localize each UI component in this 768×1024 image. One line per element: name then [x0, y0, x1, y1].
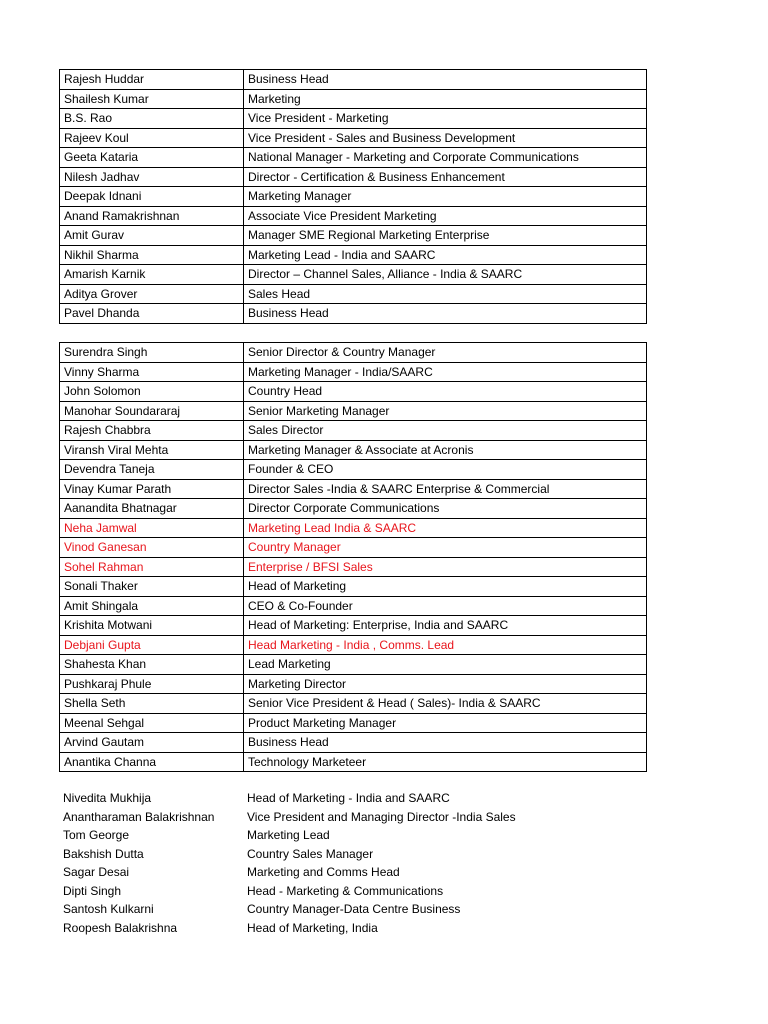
- contact-name-cell[interactable]: Surendra Singh: [60, 343, 244, 363]
- contact-title-cell[interactable]: Marketing Manager: [244, 187, 647, 207]
- contact-name-cell[interactable]: Nikhil Sharma: [60, 245, 244, 265]
- contact-title-cell[interactable]: National Manager - Marketing and Corporate Communications: [244, 148, 647, 168]
- contact-title-cell[interactable]: Director Corporate Communications: [244, 499, 647, 519]
- table-row: [60, 616, 647, 636]
- contacts-table-2: [59, 342, 647, 772]
- table-row: [60, 284, 647, 304]
- contact-title-cell[interactable]: Head of Marketing: [244, 577, 647, 597]
- contact-title-cell[interactable]: Country Sales Manager: [247, 846, 374, 861]
- contact-name-cell[interactable]: Roopesh Balakrishna: [63, 920, 178, 935]
- table-row: [60, 382, 647, 402]
- table-row: [60, 655, 647, 675]
- contact-name-cell[interactable]: Nivedita Mukhija: [63, 791, 152, 806]
- table-row: [60, 265, 647, 285]
- contact-name-cell[interactable]: Anantharaman Balakrishnan: [63, 809, 215, 824]
- contact-title-cell[interactable]: Business Head: [244, 304, 647, 324]
- contact-title-cell[interactable]: Technology Marketeer: [244, 752, 647, 772]
- contact-title-cell[interactable]: Country Manager-Data Centre Business: [247, 902, 461, 917]
- contact-name-cell[interactable]: Pushkaraj Phule: [60, 674, 244, 694]
- contact-name-cell[interactable]: Shailesh Kumar: [60, 89, 244, 109]
- contact-name-cell[interactable]: Tom George: [63, 828, 130, 843]
- contact-title-cell[interactable]: Founder & CEO: [244, 460, 647, 480]
- table-row: [60, 674, 647, 694]
- contact-name-cell[interactable]: Aanandita Bhatnagar: [60, 499, 244, 519]
- table-row: [59, 808, 646, 827]
- table-row: [59, 863, 646, 882]
- contact-name-cell[interactable]: Viransh Viral Mehta: [60, 440, 244, 460]
- contact-title-cell[interactable]: Head of Marketing, India: [247, 920, 378, 935]
- table-row: [59, 919, 646, 938]
- contact-name-cell[interactable]: Amit Gurav: [60, 226, 244, 246]
- table-row: [60, 148, 647, 168]
- contact-title-cell[interactable]: Vice President - Sales and Business Development: [244, 128, 647, 148]
- table-row: [59, 789, 646, 808]
- table-row: [60, 206, 647, 226]
- table-row: [60, 557, 647, 577]
- contact-name-cell[interactable]: Vinay Kumar Parath: [60, 479, 244, 499]
- contact-title-cell[interactable]: Head - Marketing & Communications: [247, 883, 444, 898]
- contact-title-cell[interactable]: Business Head: [244, 70, 647, 90]
- contact-name-cell[interactable]: Shella Seth: [60, 694, 244, 714]
- table-row: [60, 70, 647, 90]
- contact-title-cell[interactable]: Senior Marketing Manager: [244, 401, 647, 421]
- contact-name-cell[interactable]: Arvind Gautam: [60, 733, 244, 753]
- table-row: [59, 882, 646, 901]
- contact-title-cell[interactable]: Vice President - Marketing: [244, 109, 647, 129]
- table-row: [60, 362, 647, 382]
- contacts-table-3: [59, 789, 646, 937]
- table-row: [60, 577, 647, 597]
- table-row: [60, 499, 647, 519]
- table-row: [60, 694, 647, 714]
- contact-title-cell[interactable]: Country Manager: [244, 538, 647, 558]
- contact-name-cell[interactable]: Aditya Grover: [60, 284, 244, 304]
- contact-title-cell[interactable]: Sales Head: [244, 284, 647, 304]
- contact-title-cell[interactable]: Country Head: [244, 382, 647, 402]
- contact-title-cell[interactable]: Head Marketing - India , Comms. Lead: [244, 635, 647, 655]
- contact-title-cell[interactable]: Marketing Manager - India/SAARC: [244, 362, 647, 382]
- contact-title-cell[interactable]: Marketing Lead India & SAARC: [244, 518, 647, 538]
- contact-name-cell[interactable]: Vinny Sharma: [60, 362, 244, 382]
- contact-name-cell[interactable]: Rajesh Huddar: [60, 70, 244, 90]
- contacts-table-1: [59, 69, 647, 324]
- contact-title-cell[interactable]: CEO & Co-Founder: [244, 596, 647, 616]
- contact-title-cell[interactable]: Lead Marketing: [244, 655, 647, 675]
- contact-name-cell[interactable]: Devendra Taneja: [60, 460, 244, 480]
- table-row: [60, 187, 647, 207]
- contact-title-cell[interactable]: Vice President and Managing Director -India Sales: [247, 809, 516, 824]
- table-row: [60, 304, 647, 324]
- contact-title-cell[interactable]: Director Sales -India & SAARC Enterprise & Commercial: [244, 479, 647, 499]
- contact-name-cell[interactable]: Manohar Soundararaj: [60, 401, 244, 421]
- table-row: [60, 752, 647, 772]
- contact-title-cell[interactable]: Senior Vice President & Head ( Sales)- India & SAARC: [244, 694, 647, 714]
- contact-name-cell[interactable]: Sagar Desai: [63, 865, 130, 880]
- contact-name-cell[interactable]: Anantika Channa: [60, 752, 244, 772]
- contact-title-cell[interactable]: Manager SME Regional Marketing Enterprise: [244, 226, 647, 246]
- contact-name-cell[interactable]: Anand Ramakrishnan: [60, 206, 244, 226]
- table-row: [60, 89, 647, 109]
- contact-title-cell[interactable]: Associate Vice President Marketing: [244, 206, 647, 226]
- contact-name-cell[interactable]: Dipti Singh: [63, 883, 122, 898]
- table-row: [60, 421, 647, 441]
- contact-name-cell[interactable]: Meenal Sehgal: [60, 713, 244, 733]
- contact-title-cell[interactable]: Sales Director: [244, 421, 647, 441]
- table-row: [59, 900, 646, 919]
- contact-name-cell[interactable]: B.S. Rao: [60, 109, 244, 129]
- contact-name-cell[interactable]: Nilesh Jadhav: [60, 167, 244, 187]
- contact-title-cell[interactable]: Marketing and Comms Head: [247, 865, 400, 880]
- table-row: [60, 538, 647, 558]
- contact-title-cell[interactable]: Business Head: [244, 733, 647, 753]
- contact-name-cell[interactable]: Rajesh Chabbra: [60, 421, 244, 441]
- table-row: [60, 635, 647, 655]
- table-row: [60, 440, 647, 460]
- contact-name-cell[interactable]: John Solomon: [60, 382, 244, 402]
- contact-name-cell[interactable]: Vinod Ganesan: [60, 538, 244, 558]
- contact-name-cell[interactable]: Sohel Rahman: [60, 557, 244, 577]
- table-row: [60, 245, 647, 265]
- table-row: [60, 343, 647, 363]
- contact-name-cell[interactable]: Bakshish Dutta: [63, 846, 144, 861]
- table-row: [60, 713, 647, 733]
- table-row: [60, 518, 647, 538]
- contact-title-cell[interactable]: Head of Marketing - India and SAARC: [247, 791, 450, 806]
- contact-title-cell[interactable]: Director – Channel Sales, Alliance - India & SAARC: [244, 265, 647, 285]
- table-row: [60, 401, 647, 421]
- table-row: [60, 479, 647, 499]
- contact-name-cell[interactable]: Krishita Motwani: [60, 616, 244, 636]
- table-row: [60, 596, 647, 616]
- contact-title-cell[interactable]: Marketing Director: [244, 674, 647, 694]
- contact-title-cell[interactable]: Marketing Lead: [247, 828, 330, 843]
- contact-name-cell[interactable]: Amarish Karnik: [60, 265, 244, 285]
- contact-name-cell[interactable]: Santosh Kulkarni: [63, 902, 154, 917]
- table-row: [59, 826, 646, 845]
- contact-name-cell[interactable]: Deepak Idnani: [60, 187, 244, 207]
- table-row: [60, 109, 647, 129]
- table-row: [60, 167, 647, 187]
- table-row: [59, 845, 646, 864]
- table-row: [60, 733, 647, 753]
- contact-title-cell[interactable]: Marketing: [244, 89, 647, 109]
- contact-title-cell[interactable]: Senior Director & Country Manager: [244, 343, 647, 363]
- contact-title-cell[interactable]: Product Marketing Manager: [244, 713, 647, 733]
- table-row: [60, 128, 647, 148]
- contact-name-cell[interactable]: Rajeev Koul: [60, 128, 244, 148]
- contact-title-cell[interactable]: Marketing Manager & Associate at Acronis: [244, 440, 647, 460]
- table-row: [60, 460, 647, 480]
- contact-name-cell[interactable]: Geeta Kataria: [60, 148, 244, 168]
- contact-name-cell[interactable]: Shahesta Khan: [60, 655, 244, 675]
- contact-title-cell[interactable]: Head of Marketing: Enterprise, India and SAARC: [244, 616, 647, 636]
- contact-title-cell[interactable]: Director - Certification & Business Enhancement: [244, 167, 647, 187]
- contact-name-cell[interactable]: Amit Shingala: [60, 596, 244, 616]
- contact-title-cell[interactable]: Enterprise / BFSI Sales: [244, 557, 647, 577]
- table-row: [60, 226, 647, 246]
- contact-name-cell[interactable]: Pavel Dhanda: [60, 304, 244, 324]
- contact-name-cell[interactable]: Neha Jamwal: [60, 518, 244, 538]
- contact-title-cell[interactable]: Marketing Lead - India and SAARC: [244, 245, 647, 265]
- contact-name-cell[interactable]: Debjani Gupta: [60, 635, 244, 655]
- contact-name-cell[interactable]: Sonali Thaker: [60, 577, 244, 597]
